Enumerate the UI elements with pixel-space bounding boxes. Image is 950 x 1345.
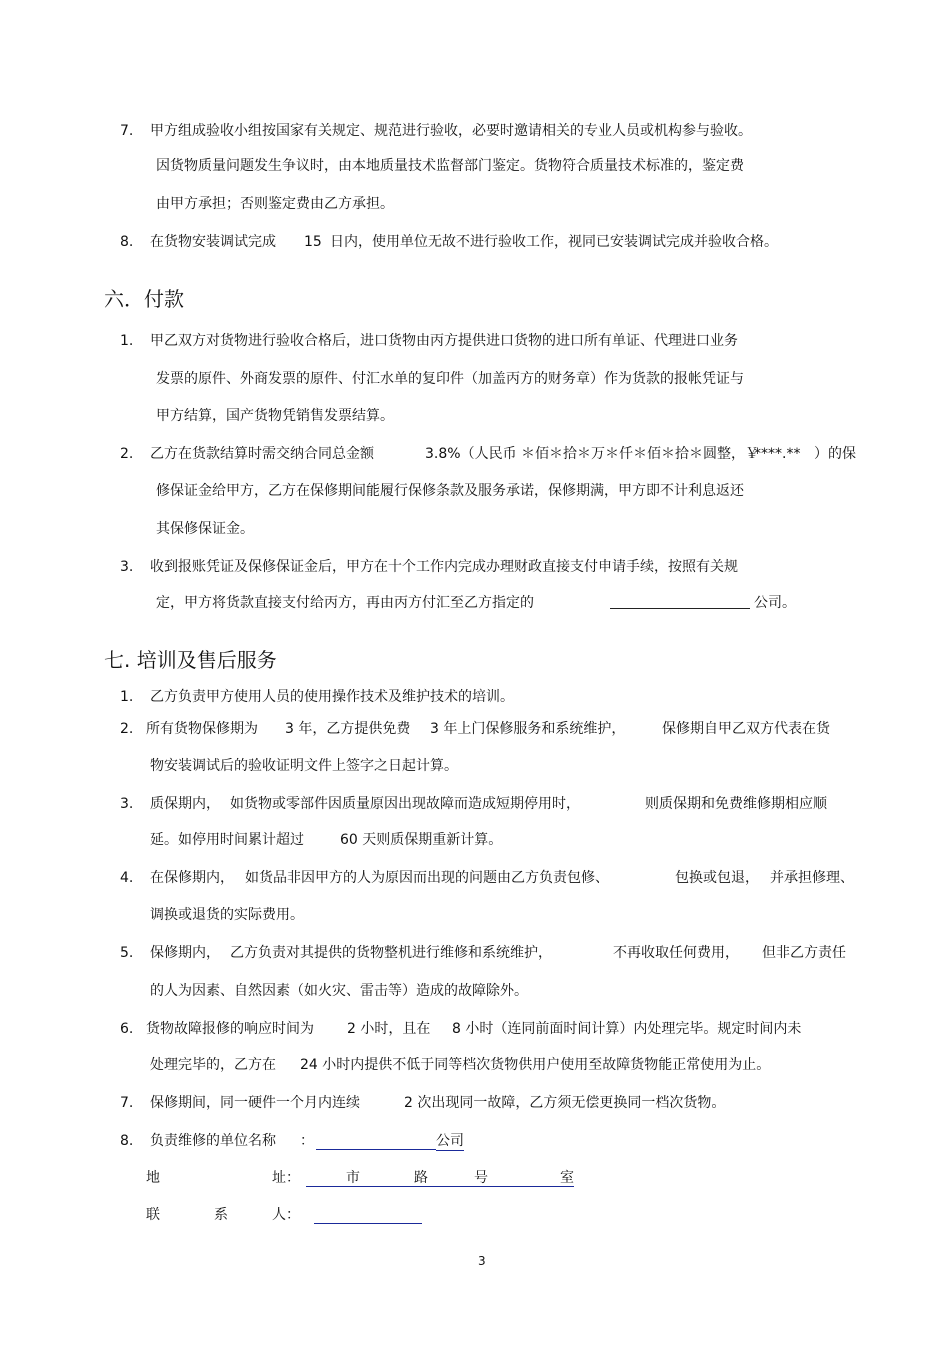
clause-text: 发票的原件、外商发票的原件、付汇水单的复印件（加盖丙方的财务章）作为货款的报帐凭证与 (156, 371, 744, 387)
address-room: 室 (560, 1170, 574, 1186)
clause-text: 调换或退货的实际费用。 (150, 907, 304, 923)
clause-text: 甲方结算，国产货物凭销售发票结算。 (156, 408, 394, 424)
clause-text: 乙方负责甲方使用人员的使用操作技术及维护技术的培训。 (150, 689, 514, 705)
clause-text: 公司。 (754, 595, 796, 611)
clause-text: 2 次出现同一故障，乙方须无偿更换同一档次货物。 (404, 1095, 726, 1111)
item-number: 3. (120, 559, 134, 575)
clause-text: 定，甲方将货款直接支付给丙方，再由丙方付汇至乙方指定的 (156, 595, 534, 611)
company-suffix: 公司 (436, 1133, 464, 1149)
clause-text: 不再收取任何费用， (613, 945, 739, 961)
address-number: 号 (474, 1170, 488, 1186)
clause-text: 甲方组成验收小组按国家有关规定、规范进行验收，必要时邀请相关的专业人员或机构参与验收。 (150, 123, 752, 139)
field-label-char: 人 (272, 1207, 286, 1223)
field-label-char: 地 (146, 1170, 160, 1186)
clause-value: 3.8%（人民币 ＊佰＊拾＊万＊仟＊佰＊拾＊圆整，￥ (425, 446, 760, 462)
clause-text: 物安装调试后的验收证明文件上签字之日起计算。 (150, 758, 458, 774)
clause-text: 质保期内， (150, 796, 220, 812)
item-number: 2. (120, 721, 134, 737)
clause-text: 延。如停用时间累计超过 (150, 832, 304, 848)
clause-value: 15 (304, 234, 322, 250)
clause-text: 的人为因素、自然因素（如火灾、雷击等）造成的故障除外。 (150, 983, 528, 999)
clause-text: 8 小时（连同前面时间计算）内处理完毕。规定时间内未 (452, 1021, 802, 1037)
address-field[interactable] (306, 1169, 574, 1192)
clause-text: 在保修期内， (150, 870, 234, 886)
clause-text: 3 年上门保修服务和系统维护， (430, 721, 626, 737)
address-city: 市 (346, 1170, 360, 1186)
clause-text: 如货品非因甲方的人为原因而出现的问题由乙方负责包修、 (245, 870, 609, 886)
field-label-repair-company: 负责维修的单位名称 (150, 1133, 276, 1149)
item-number: 7. (120, 1095, 134, 1111)
clause-text: 2 小时，且在 (347, 1021, 431, 1037)
clause-text: 其保修保证金。 (156, 521, 254, 537)
clause-value: ****.** (754, 446, 801, 462)
clause-text: 但非乙方责任 (762, 945, 846, 961)
field-label-char: 址 (272, 1170, 286, 1186)
colon: ： (286, 1207, 300, 1223)
clause-text: 60 天则质保期重新计算。 (340, 832, 503, 848)
clause-text: ）的保 (814, 446, 856, 462)
item-number: 3. (120, 796, 134, 812)
field-label-char: 联 (146, 1207, 160, 1223)
address-road: 路 (414, 1170, 428, 1186)
clause-text: 乙方负责对其提供的货物整机进行维修和系统维护， (230, 945, 552, 961)
section-heading-payment: 六．付款 (104, 287, 184, 311)
repair-company-field[interactable] (316, 1132, 464, 1151)
item-number: 1. (120, 333, 134, 349)
clause-text: 保修期间，同一硬件一个月内连续 (150, 1095, 360, 1111)
clause-text: 货物故障报修的响应时间为 (146, 1021, 314, 1037)
clause-text: 所有货物保修期为 (146, 721, 258, 737)
clause-text: 并承担修理、 (770, 870, 854, 886)
clause-text: 收到报账凭证及保修保证金后，甲方在十个工作内完成办理财政直接支付申请手续，按照有关规 (150, 559, 738, 575)
item-number: 6. (120, 1021, 134, 1037)
clause-text: 3 年，乙方提供免费 (285, 721, 411, 737)
clause-text: 甲乙双方对货物进行验收合格后，进口货物由丙方提供进口货物的进口所有单证、代理进口业务 (150, 333, 738, 349)
field-label-char: 系 (214, 1207, 228, 1223)
clause-text: 24 小时内提供不低于同等档次货物供用户使用至故障货物能正常使用为止。 (300, 1057, 771, 1073)
clause-text: 保修期自甲乙双方代表在货 (662, 721, 830, 737)
clause-text: 修保证金给甲方，乙方在保修期间能履行保修条款及服务承诺，保修期满，甲方即不计利息返还 (156, 483, 744, 499)
item-number: 1. (120, 689, 134, 705)
clause-text: 处理完毕的，乙方在 (150, 1057, 276, 1073)
clause-text: 因货物质量问题发生争议时，由本地质量技术监督部门鉴定。货物符合质量技术标准的，鉴定费 (156, 158, 744, 174)
company-blank-field[interactable] (610, 594, 750, 612)
clause-text: 保修期内， (150, 945, 220, 961)
clause-text: 如货物或零部件因质量原因出现故障而造成短期停用时， (230, 796, 580, 812)
colon: ： (300, 1133, 314, 1149)
clause-text: 在货物安装调试完成 (150, 234, 276, 250)
item-number: 4. (120, 870, 134, 886)
clause-text: 由甲方承担；否则鉴定费由乙方承担。 (156, 196, 394, 212)
page-number: 3 (478, 1254, 486, 1268)
item-number: 2. (120, 446, 134, 462)
item-number: 8. (120, 1133, 134, 1149)
item-number: 7. (120, 123, 134, 139)
clause-text: 日内，使用单位无故不进行验收工作，视同已安装调试完成并验收合格。 (330, 234, 778, 250)
contact-person-field[interactable] (314, 1206, 422, 1224)
section-heading-training-service: 七. 培训及售后服务 (104, 648, 277, 672)
clause-text: 乙方在货款结算时需交纳合同总金额 (150, 446, 374, 462)
colon: ： (286, 1170, 300, 1186)
clause-text: 则质保期和免费维修期相应顺 (645, 796, 827, 812)
clause-text: 包换或包退， (675, 870, 759, 886)
item-number: 5. (120, 945, 134, 961)
item-number: 8. (120, 234, 134, 250)
